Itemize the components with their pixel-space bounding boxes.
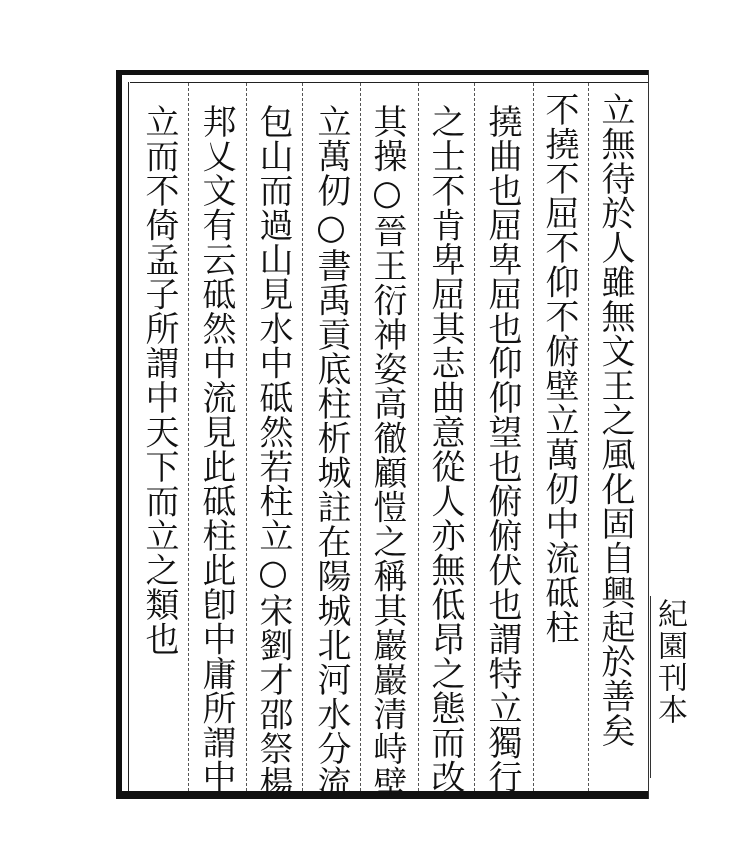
text-column-5: 其操○晉王衍神姿高徹顧愷之稱其巖巖清峙壁 bbox=[367, 104, 407, 800]
frame-top-inner-border bbox=[130, 82, 648, 83]
frame-right-border bbox=[648, 70, 649, 799]
column-rule bbox=[533, 83, 534, 791]
column-rule bbox=[360, 83, 361, 791]
column-rule bbox=[302, 83, 303, 791]
text-column-6: 立萬仞○書禹貢底柱析城註在陽城北河水分流 bbox=[311, 104, 351, 800]
column-rule bbox=[188, 83, 189, 791]
text-column-3: 撓曲也屈卑屈也仰仰望也俯俯伏也謂特立獨行 bbox=[482, 104, 522, 794]
column-rule bbox=[474, 83, 475, 791]
text-column-7: 包山而過山見水中砥然若柱立○宋劉才邵祭楊 bbox=[253, 104, 293, 800]
frame-left-border bbox=[116, 70, 122, 799]
text-column-2: 不撓不屈不仰不俯壁立萬仞中流砥柱 bbox=[539, 92, 579, 644]
text-column-8: 邦乂文有云砥然中流見此砥柱此卽中庸所謂中 bbox=[196, 104, 236, 794]
text-column-1: 立無待於人雖無文王之風化固自興起於善矣 bbox=[595, 92, 635, 748]
text-column-4: 之士不肯卑屈其志曲意從人亦無低昂之態而改 bbox=[425, 104, 465, 794]
gutter-label: 紀園刊本 bbox=[652, 598, 687, 726]
frame-left-inner-border bbox=[128, 82, 129, 791]
text-column-9: 立而不倚孟子所謂中天下而立之類也 bbox=[139, 104, 179, 656]
column-rule bbox=[418, 83, 419, 791]
column-rule bbox=[588, 83, 589, 791]
frame-top-border bbox=[116, 70, 648, 75]
column-rule bbox=[246, 83, 247, 791]
